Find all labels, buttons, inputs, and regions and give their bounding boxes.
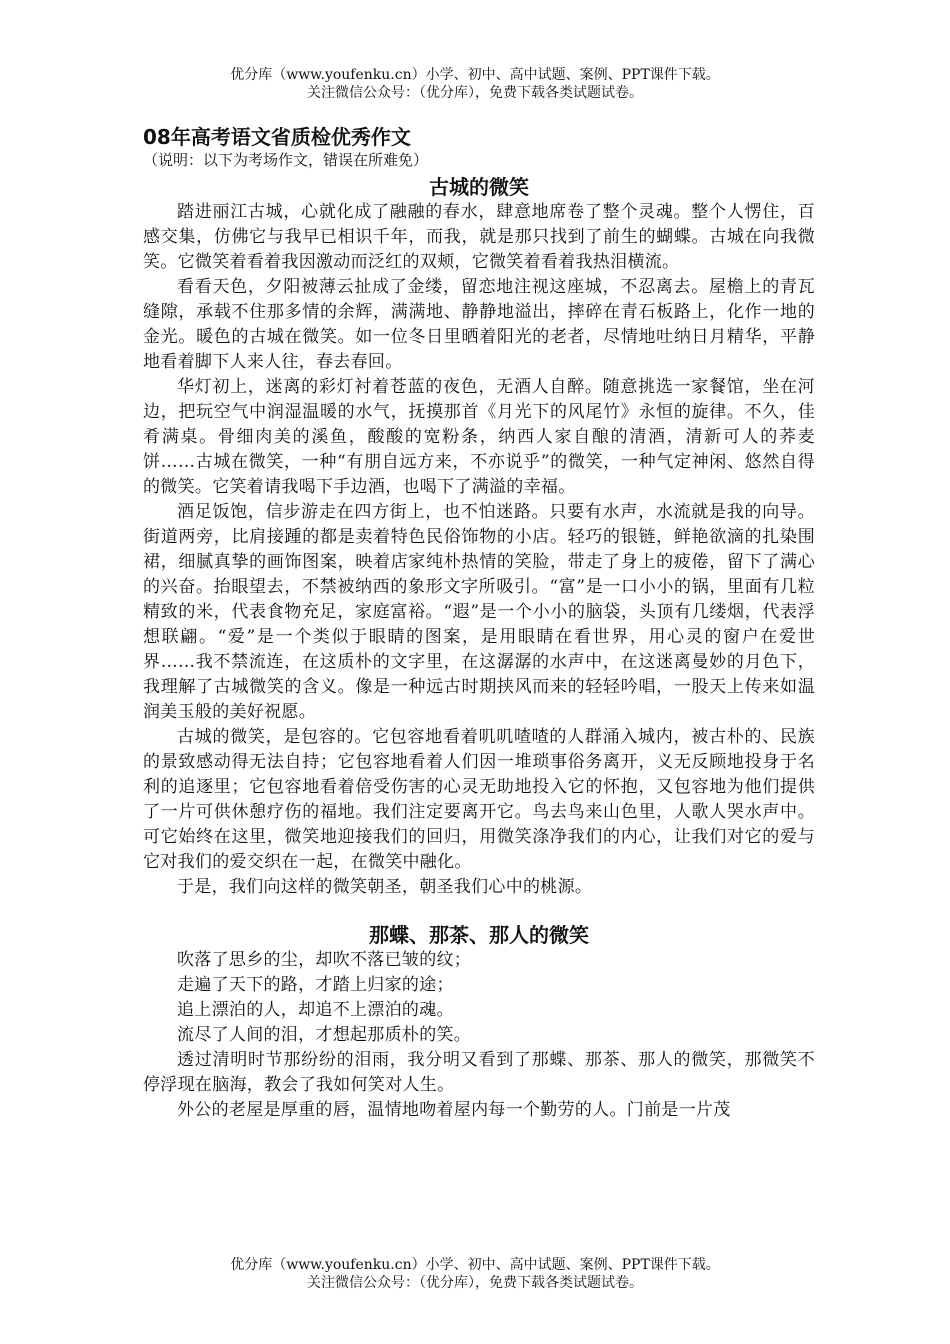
essay-1-paragraph: 古城的微笑，是包容的。它包容地看着叽叽喳喳的人群涌入城内，被古朴的、民族的景致感动得无法自持；它包容地看着人们因一堆琐事俗务离开，义无反顾地投身于名利的追逐里；它包容地看着倍受伤害的心灵无助地投入它的怀抱，又包容地为他们提供了一片可供休憩疗伤的福地。我们注定要离开它。鸟去鸟来山色里，人歌人哭水声中。可它始终在这里，微笑地迎接我们的回归，用微笑涤净我们的内心，让我们对它的爱与它对我们的爱交织在一起，在微笑中融化。 <box>143 727 815 872</box>
essay-1-title: 古城的微笑 <box>429 175 529 199</box>
section-spacer <box>143 900 815 922</box>
essay-2-paragraph: 透过清明时节那纷纷的泪雨，我分明又看到了那蝶、那茶、那人的微笑，那微笑不停浮现在脑海，教会了我如何笑对人生。 <box>143 1050 815 1095</box>
essay-2-title: 那蝶、那茶、那人的微笑 <box>369 923 589 947</box>
header-line-2: 关注微信公众号：（优分库），免费下载各类试题试卷。 <box>307 85 643 101</box>
essay-2-paragraph: 走遍了天下的路，才踏上归家的途； <box>177 975 454 995</box>
essay-1-paragraph: 华灯初上，迷离的彩灯衬着苍蓝的夜色，无酒人自醉。随意挑选一家餐馆，坐在河边，把玩空气中润湿温暖的水气，抚摸那首《月光下的风尾竹》永恒的旋律。不久，佳肴满桌。骨细肉美的溪鱼，酸酸的宽粉条，纳西人家自酿的清酒，清新可人的荞麦饼……古城在微笑，一种“有朋自远方来，不亦说乎”的微笑，一种气定神闲、悠然自得的微笑。它笑着请我喝下手边酒，也喝下了满溢的幸福。 <box>143 377 815 497</box>
essay-2-paragraph: 流尽了人间的泪，才想起那质朴的笑。 <box>177 1025 472 1045</box>
document-note: （说明：以下为考场作文，错误在所难免） <box>143 151 429 169</box>
essay-1-paragraph: 看看天色，夕阳被薄云扯成了金缕，留恋地注视这座城，不忍离去。屋檐上的青瓦缝隙，承载不住那多情的余辉，满满地、静静地溢出，摔碎在青石板路上，化作一地的金光。暖色的古城在微笑。如一位冬日里晒着阳光的老者，尽情地吐纳日月精华，平静地看着脚下人来人往，春去春回。 <box>143 277 815 372</box>
footer-line-1: 优分库（www.youfenku.cn）小学、初中、高中试题、案例、PPT课件下载。 <box>230 1257 720 1273</box>
essay-1-paragraph: 踏进丽江古城，心就化成了融融的春水，肆意地席卷了整个灵魂。整个人愣住，百感交集，仿佛它与我早已相识千年，而我，就是那只找到了前生的蝴蝶。古城在向我微笑。它微笑着看着我因激动而泛红的双颊，它微笑着看着我热泪横流。 <box>143 202 815 272</box>
essay-1-paragraph: 酒足饭饱，信步游走在四方街上，也不怕迷路。只要有水声，水流就是我的向导。街道两旁，比肩接踵的都是卖着特色民俗饰物的小店。轻巧的银链，鲜艳欲滴的扎染围裙，细腻真挚的画饰图案，映着店家纯朴热情的笑脸，带走了身上的疲倦，留下了满心的兴奋。抬眼望去，不禁被纳西的象形文字所吸引。“富”是一口小小的锅，里面有几粒精致的米，代表食物充足，家庭富裕。“遐”是一个小小的脑袋，头顶有几缕烟，代表浮想联翩。“爱”是一个类似于眼睛的图案，是用眼睛在看世界，用心灵的窗户在爱世界……我不禁流连，在这质朴的文字里，在这潺潺的水声中，在这迷离曼妙的月色下，我理解了古城微笑的含义。像是一种远古时期挟风而来的轻轻吟唱，一股天上传来如温润美玉般的美好祝愿。 <box>143 502 815 722</box>
footer-line-2: 关注微信公众号：（优分库），免费下载各类试题试卷。 <box>307 1275 643 1291</box>
essay-2-paragraph: 吹落了思乡的尘，却吹不落已皱的纹； <box>177 950 472 970</box>
essay-2-paragraph: 追上漂泊的人，却追不上漂泊的魂。 <box>177 1000 454 1020</box>
page-header <box>0 66 950 102</box>
page-footer <box>0 1256 950 1292</box>
essay-2-paragraph: 外公的老屋是厚重的唇，温情地吻着屋内每一个勤劳的人。门前是一片茂 <box>177 1100 731 1120</box>
header-line-1: 优分库（www.youfenku.cn）小学、初中、高中试题、案例、PPT课件下载。 <box>230 67 720 83</box>
document-title: 08年高考语文省质检优秀作文 <box>143 125 411 149</box>
document-body <box>143 124 815 1123</box>
essay-1-paragraph: 于是，我们向这样的微笑朝圣，朝圣我们心中的桃源。 <box>177 877 593 897</box>
